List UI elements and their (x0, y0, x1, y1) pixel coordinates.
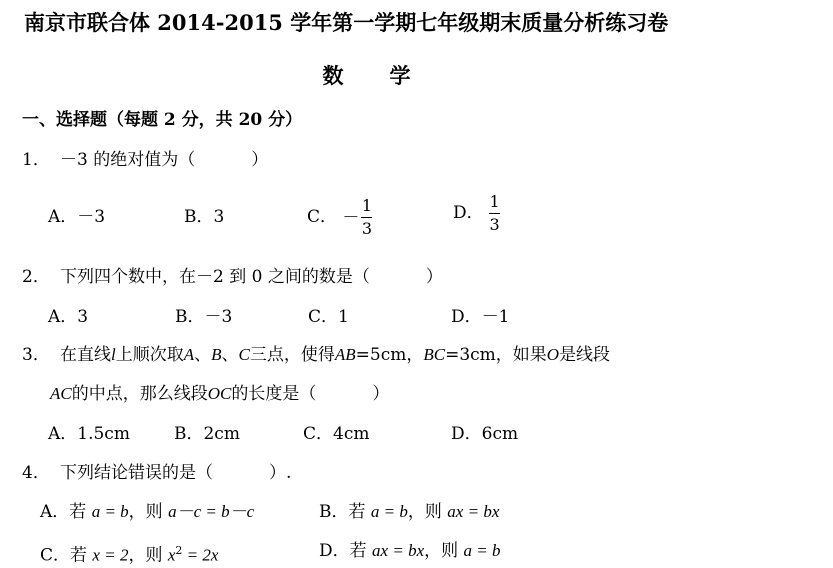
q3-var-l: l (111, 345, 116, 364)
q3-var-A: A (183, 345, 195, 364)
q3-text-5: 三点，使得 (249, 345, 335, 365)
q4c-result-rest: = 2x (182, 545, 219, 565)
question-3-option-d: D．6cm (451, 424, 519, 444)
question-4-stem (22, 461, 291, 485)
subject-char-2: 学 (389, 63, 411, 88)
q4c-result-base: x (167, 545, 176, 565)
question-2-stem (22, 265, 443, 289)
question-3-option-c: C．4cm (303, 424, 370, 444)
question-4-number: 4． (22, 463, 50, 483)
question-4-option-a (40, 500, 254, 524)
option-c-numerator: 1 (361, 196, 373, 215)
q3-text-4: 、 (221, 345, 239, 365)
q3-text-11: ） (372, 384, 390, 404)
q4d-result: a = b (463, 541, 501, 560)
question-2-option-a: A．3 (48, 307, 89, 327)
q3-var-AC: AC (50, 384, 72, 403)
question-4-close: ）. (269, 463, 292, 483)
question-2-option-c: C．1 (308, 307, 349, 327)
q4b-result: ax = bx (447, 502, 500, 521)
q3-text-9: 的中点，那么线段 (71, 384, 208, 404)
question-4-option-d (319, 539, 501, 563)
question-2-text: 下列四个数中，在－2 到 0 之间的数是（ (60, 267, 370, 287)
q4d-then: ，则 (424, 541, 459, 561)
option-d-fraction (489, 193, 500, 234)
section-heading: 一、选择题（每题 2 分，共 20 分） (22, 110, 303, 130)
subject-char-1: 数 (322, 63, 344, 88)
q4d-label: D．若 (319, 541, 367, 561)
option-d-numerator: 1 (489, 192, 500, 211)
q3-text-3: 、 (194, 345, 212, 365)
question-2-close: ） (425, 267, 443, 287)
option-c-label: C． (307, 207, 338, 227)
q4b-condition: a = b (370, 502, 408, 521)
q4a-then: ，则 (128, 502, 163, 522)
question-1-close: ） (251, 150, 269, 170)
q3-var-AB: AB (334, 345, 356, 364)
question-3-stem-line-1 (22, 343, 610, 367)
question-3-number: 3． (22, 345, 50, 365)
question-4-option-b (319, 500, 499, 524)
option-c-sign: － (342, 207, 360, 228)
q3-var-O: O (546, 345, 560, 364)
q4c-result-exponent: 2 (175, 544, 183, 557)
option-c-fraction (361, 197, 372, 238)
option-d-label: D． (453, 203, 484, 223)
q3-text-10: 的长度是（ (231, 384, 317, 404)
question-1-number: 1． (22, 150, 50, 170)
q3-var-BC: BC (423, 345, 446, 364)
question-1-option-a: A．－3 (48, 207, 106, 227)
q3-text-7: =3cm，如果 (445, 345, 547, 365)
question-1-option-d (453, 193, 500, 234)
question-3-stem-line-2 (50, 382, 389, 406)
exam-title: 南京市联合体 2014-2015 学年第一学期七年级期末质量分析练习卷 (24, 10, 669, 35)
question-1-text: －3 的绝对值为（ (60, 150, 196, 170)
question-2-option-d: D．－1 (451, 307, 510, 327)
q4b-then: ，则 (407, 502, 442, 522)
q4a-condition: a = b (91, 502, 129, 521)
question-4-option-c (40, 539, 218, 568)
option-d-denominator: 3 (489, 215, 500, 234)
question-4-text: 下列结论错误的是（ (60, 463, 213, 483)
question-3-option-a: A．1.5cm (48, 424, 130, 444)
q3-text-1: 在直线 (60, 345, 111, 365)
question-1-option-b: B．3 (184, 207, 225, 227)
q4a-label: A．若 (40, 502, 87, 522)
q3-text-8: 是线段 (559, 345, 611, 365)
q3-var-C: C (238, 345, 250, 364)
option-c-denominator: 3 (361, 219, 373, 238)
q4c-condition: x = 2 (92, 545, 129, 565)
q4c-label: C．若 (40, 545, 88, 566)
q3-var-B: B (211, 345, 222, 364)
question-2-number: 2． (22, 267, 50, 287)
question-1-option-c (307, 197, 372, 238)
question-2-option-b: B．－3 (175, 307, 233, 327)
q3-text-6: =5cm， (355, 345, 424, 365)
subject-heading (0, 61, 733, 91)
question-3-option-b: B．2cm (174, 424, 240, 444)
q4a-result: a－c = b－c (168, 502, 255, 521)
q3-var-OC: OC (207, 384, 232, 403)
q4b-label: B．若 (319, 502, 366, 522)
q3-text-2: 上顺次取 (115, 345, 184, 365)
q4c-then: ，则 (128, 545, 163, 566)
q4d-condition: ax = bx (372, 541, 425, 560)
question-1-stem (22, 148, 268, 172)
